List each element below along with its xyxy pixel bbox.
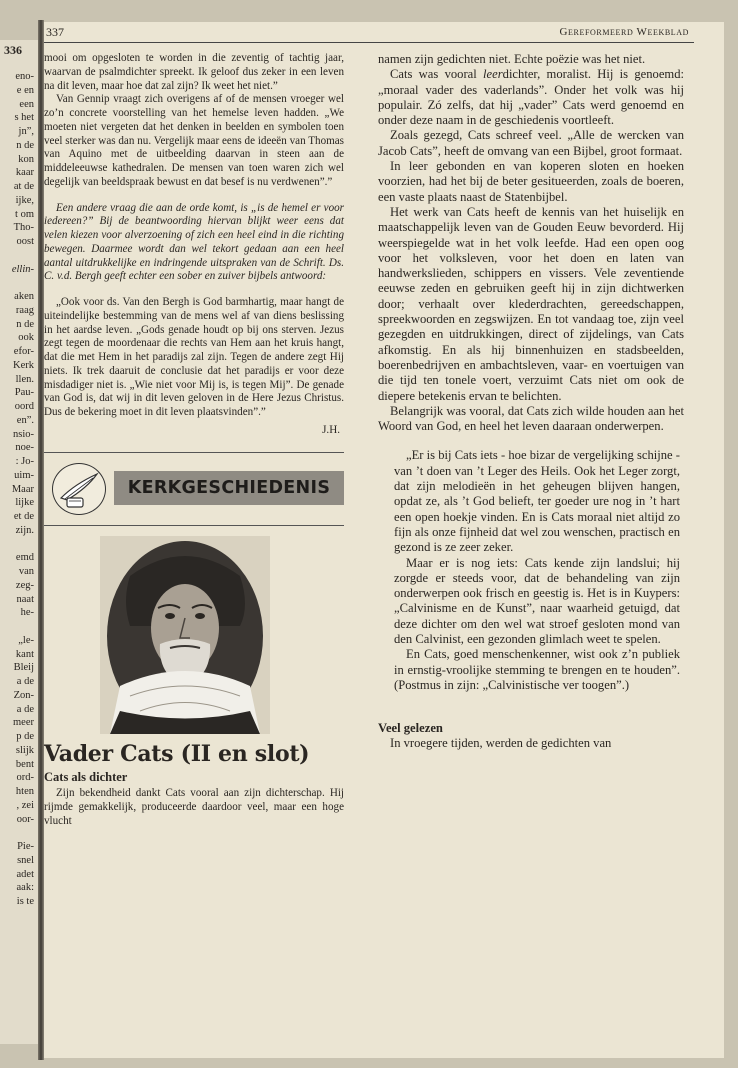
article-title: Vader Cats (II en slot) xyxy=(44,740,310,767)
left-page-fragment: hten xyxy=(15,786,34,797)
left-page-fragment: kaar xyxy=(15,167,34,179)
author-signature: J.H. xyxy=(322,423,340,436)
left-page-fragment: noe- xyxy=(15,442,34,454)
left-page-fragment: llen. xyxy=(15,373,34,385)
left-page-fragment: ook xyxy=(18,332,34,344)
left-page-fragment: slijk xyxy=(15,744,34,756)
paragraph: Het werk van Cats heeft de kennis van het huiselijk en maatschappelijk leven van de Gouden Eeuw bevorderd. Hij weerspiegelde wat in het volk leefde. Had een open oog voor het volksleven, voor het doen en laten van handwerkslieden, schippers en vissers. Vele zeventiende eeuwse zeden en gebruiken geeft hij in zijn dichtwerken door; verhaalt over klederdrachten, gereedschappen, spreekwoorden en zegswijzen. En tot vandaag toe, zijn veel gezegden en uitdrukkingen, direct of zijdelings, van Cats afkomstig. En als hij binnenhuizen en stadsbeelden, boerenbedrijven en ambachtsleven, vaar- en voertuigen van die tijd ten tonele voert, verzuimt Cats niet om ook de diepere betekenis ervan te belichten. xyxy=(378,204,684,403)
left-page-fragment: een xyxy=(19,98,34,110)
page xyxy=(44,22,724,1058)
left-page-fragment: ellin- xyxy=(11,263,34,275)
left-page-fragment: Bleij xyxy=(13,662,34,674)
left-page-fragment: p de xyxy=(16,731,34,742)
emphasis-text: leer xyxy=(483,67,503,82)
divider xyxy=(44,525,344,526)
left-page-fragment: efor- xyxy=(13,346,34,357)
left-page-fragments xyxy=(0,70,34,909)
left-page-fragment: adet xyxy=(16,868,34,880)
column-1 xyxy=(44,52,344,828)
subheading: Cats als dichter xyxy=(44,770,128,785)
paragraph: namen zijn gedichten niet. Echte poëzie was het niet. xyxy=(378,52,646,66)
left-page-margin xyxy=(0,40,40,1044)
left-page-fragment: aken xyxy=(14,291,34,302)
left-page-fragment: nsio- xyxy=(13,428,34,440)
left-page-fragment: raag xyxy=(15,304,34,316)
paragraph: In leer gebonden en van koperen sloten en hoeken voorzien, had het bij de beter gesitueerden, zoals de boeren, een vaste plaats naast de Statenbijbel. xyxy=(378,159,684,204)
portrait-jacob-cats xyxy=(100,536,270,734)
left-page-fragment: kant xyxy=(15,648,34,660)
column-2 xyxy=(378,52,684,752)
left-page-fragment: at de xyxy=(13,181,34,192)
left-page-fragment: n de xyxy=(16,139,34,151)
subheading: Veel gelezen xyxy=(378,721,443,736)
text-run: Cats was vooral xyxy=(390,67,484,82)
left-page-fragment xyxy=(0,620,34,634)
paragraph xyxy=(378,67,684,128)
left-page-fragment: Pau- xyxy=(14,387,34,399)
text-run: dichter, moralist. Hij is genoemd: „moraal vader des vaderlands”. Onder het volk was hij populair. Zó zelfs, dat hij „vader” Cats werd genoemd en onder deze naam in de geschiedenis voortleeft. xyxy=(378,67,685,128)
left-page-fragment: he- xyxy=(20,607,34,619)
left-page-fragment: kon xyxy=(18,153,34,165)
section-title-band xyxy=(114,471,344,505)
left-page-fragment: ijke, xyxy=(15,194,34,206)
left-page-fragment: oord xyxy=(14,401,34,412)
left-page-fragment: bent xyxy=(15,758,34,770)
block-quote: En Cats, goed menschenkenner, wist ook z’n publiek in ernstig-vroolijke stemming te brengen en te houden”. (Postmus in zijn: „Calvinistische ver toogen”.) xyxy=(394,647,680,692)
left-page-fragment: , zei xyxy=(16,799,34,811)
left-page-fragment: aak: xyxy=(16,882,34,894)
left-page-fragment: meer xyxy=(13,717,34,729)
left-page-fragment xyxy=(0,249,34,263)
left-page-fragment: naat xyxy=(16,593,34,605)
paragraph: In vroegere tijden, werden de gedichten van xyxy=(390,736,612,751)
left-page-fragment: jn”, xyxy=(18,126,34,137)
left-page-fragment xyxy=(0,538,34,552)
left-page-fragment xyxy=(0,826,34,840)
left-page-fragment: emd xyxy=(15,552,34,564)
left-page-fragment: van xyxy=(18,566,34,577)
header-rule xyxy=(44,42,694,43)
left-page-fragment: Zon- xyxy=(13,689,34,701)
left-page-fragment: zijn. xyxy=(15,524,34,536)
left-page-fragment: Maar xyxy=(11,483,34,495)
left-page-fragment: Kerk xyxy=(13,359,34,371)
paragraph: Belangrijk was vooral, dat Cats zich wilde houden aan het Woord van God, en heel het leven daaraan onderwerpen. xyxy=(378,403,684,434)
left-page-fragment: is te xyxy=(16,896,34,907)
left-page-number: 336 xyxy=(4,43,22,57)
divider xyxy=(44,452,344,453)
left-page-fragment: : Jo- xyxy=(15,456,34,467)
block-quote: „Er is bij Cats iets - hoe bizar de vergelijking schijne - van ’t doen van ’t Leger des Heils. Ook het Leger zorgt, dat zijn melodieën in het geheugen blijven hangen, opdat ze, als ’t God belieft, ter goeder ure nog in ’t hart een open hoekje vinden. En is Cats moraal niet altijd zo fijn als onze fijnheid dat wel zou wenschen, practisch en gezond is ze zeer zeker. xyxy=(394,448,680,555)
page-number: 337 xyxy=(46,25,64,39)
paragraph: Van Gennip vraagt zich overigens af of de mensen vroeger wel zo’n concrete voorstelling van het hemelse leven hadden. „We moeten niet vergeten dat het denken in beelden en symbolen toen veel sterker was dan nu. Vergelijk maar eens de ideeën van Thomas van Aquino met de uitbeelding daarvan in steen aan de middeleeuwse kathedralen. De mensen van toen waren zich wel degelijk van beeldspraak bewust en dat besef is nu verdwenen”.” xyxy=(44,93,344,188)
journal-title: Gereformeerd Weekblad xyxy=(559,26,689,38)
paragraph: mooi om opgesloten te worden in die zeventig of tachtig jaar, waarvan de psalmdichter spreekt. Ik geloof dus zeker in een leven na dit leven, maar hoe dat zal zijn? Ik weet het niet.” xyxy=(44,52,344,92)
section-title: KERKGESCHIEDENIS xyxy=(127,477,331,498)
left-page-fragment: uim- xyxy=(14,469,34,481)
left-page-fragment: a de xyxy=(16,676,34,687)
left-page-fragment: oost xyxy=(16,236,34,247)
left-page-fragment: et de xyxy=(13,511,34,522)
left-page-fragment: zeg- xyxy=(15,579,34,591)
left-page-fragment: snel xyxy=(17,854,34,866)
left-page-fragment: eno- xyxy=(15,71,34,82)
left-page-fragment xyxy=(0,276,34,290)
left-page-fragment: oor- xyxy=(16,813,34,825)
block-quote: Maar er is nog iets: Cats kende zijn landslui; hij zorgde er steeds voor, dat de behandeling van zijn onderwerpen ook frisch en geestig is. Het is in Kuypers: „Calvinisme en de Kunst”, naar waarheid getuigd, dat deze dichter om den wel wat stroef gesloten mond van den Calvinist, een gezonden glimlach weet te spelen. xyxy=(394,555,680,646)
left-page-fragment: Tho- xyxy=(13,222,34,234)
left-page-fragment: en”. xyxy=(16,414,34,426)
left-page-fragment: Pie- xyxy=(17,841,34,852)
paragraph: Zijn bekendheid dankt Cats vooral aan zijn dichterschap. Hij rijmde gemakkelijk, produceerde daardoor veel, maar een hoge vlucht xyxy=(44,787,344,827)
quill-inkwell-icon xyxy=(52,463,106,515)
paragraph: Zoals gezegd, Cats schreef veel. „Alle de wercken van Jacob Cats”, heeft de omvang van een Bijbel, groot formaat. xyxy=(378,128,684,158)
left-page-fragment: „le- xyxy=(18,634,34,646)
left-page-fragment: ord- xyxy=(16,772,34,784)
left-page-fragment: s het xyxy=(14,112,34,124)
spacer xyxy=(378,693,684,713)
left-page-fragment: t om xyxy=(15,208,34,220)
left-page-fragment: e en xyxy=(16,84,34,96)
section-header xyxy=(44,459,344,517)
left-page-fragment: n de xyxy=(16,318,34,330)
left-page-fragment: lijke xyxy=(15,497,34,509)
intro-italic-paragraph: Een andere vraag die aan de orde komt, is „is de hemel er voor iedereen?” Bij de beantwoording hiervan blijkt weer eens dat velen kiezen voor alverzoening of zich een heel eind in die richting bewegen. Daarmee wordt dan wel tekort gedaan aan een heel aantal uitdrukkelijke en indringende uitspraken van de Schrift. Ds. C. v.d. Bergh geeft echter een sober en zuiver bijbels antwoord: xyxy=(44,201,344,283)
quote-paragraph: „Ook voor ds. Van den Bergh is God barmhartig, maar hangt de uiteindelijke bestemming van de mens wel af van diens beslissing in het aardse leven. „Gods genade houdt op bij ons sterven. Jezus zegt tegen de moordenaar die rechts van Hem aan het kruis hangt, dat die met Hem in het paradijs zal zijn. Tegen de andere zegt Hij niets. Ik trek daaruit de conclusie dat het paradijs er voor deze misdadiger niet is. „Wie niet voor Mij is, is tegen Mij”. De genade van God is, dat wij in dit leven geloven in de Here Jezus Christus. Dus de bekering moet in dit leven plaatsvinden”.” xyxy=(44,296,344,418)
left-page-fragment: a de xyxy=(16,703,34,715)
